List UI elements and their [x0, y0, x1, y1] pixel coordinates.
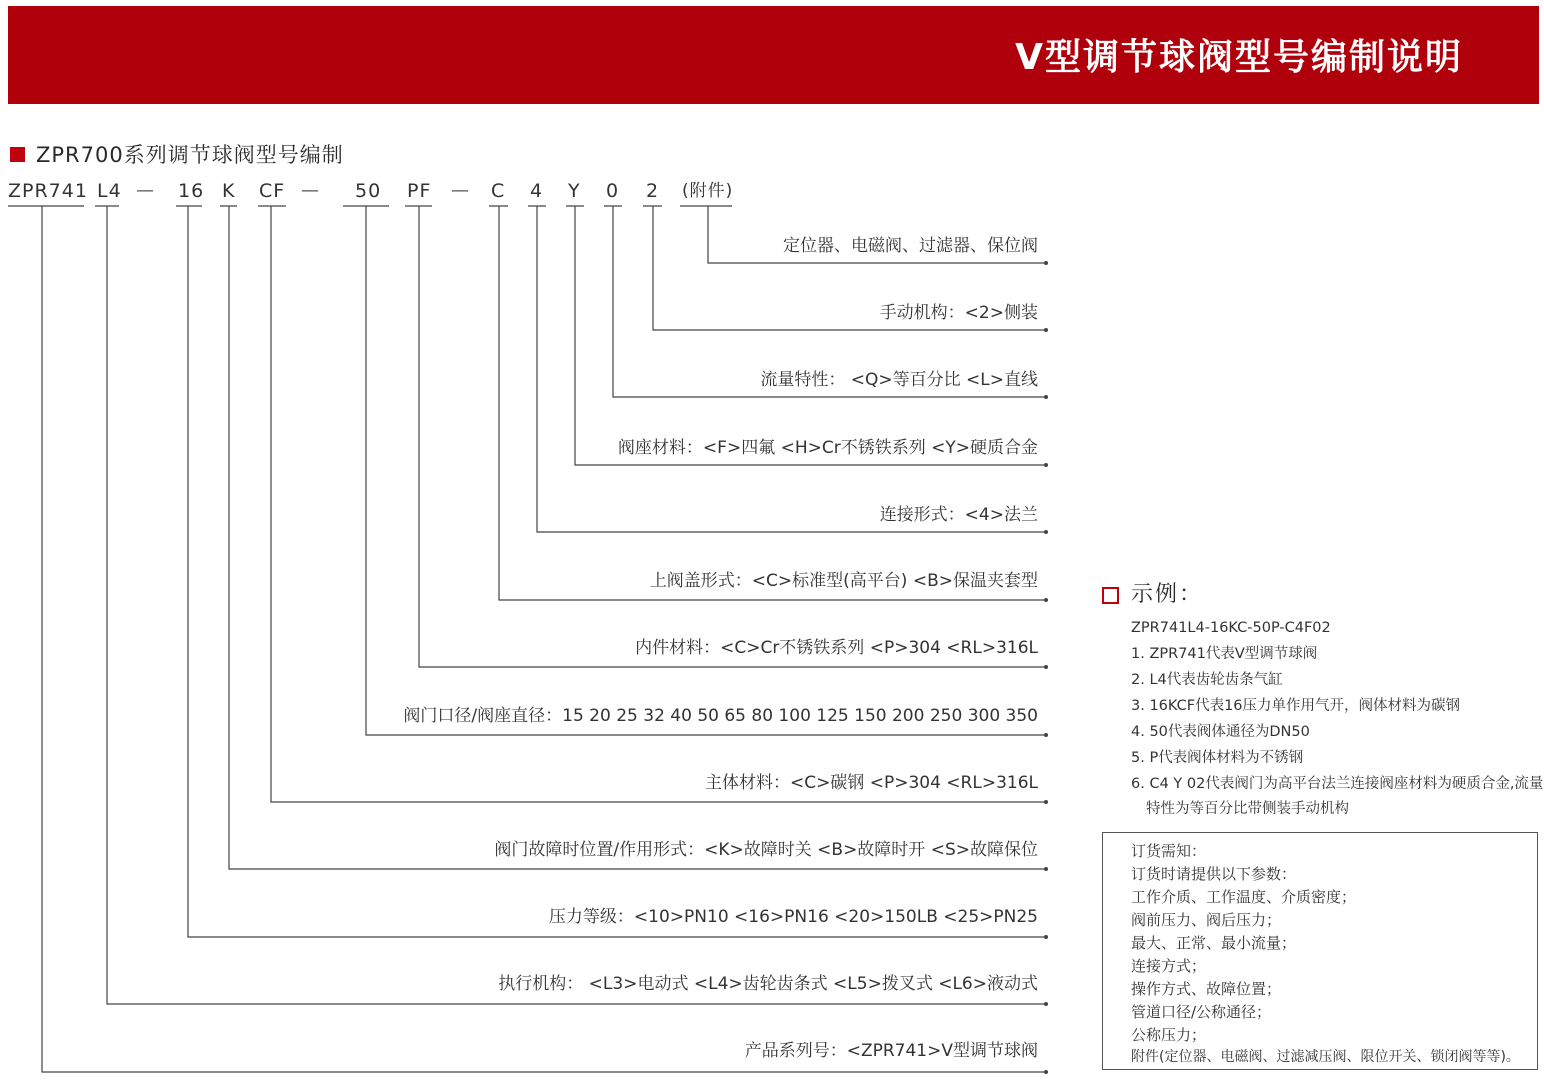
page-title: V型调节球阀型号编制说明 — [1015, 37, 1463, 78]
desc-fail-position: 阀门故障时位置/作用形式：<K>故障时关 <B>故障时开 <S>故障保位 — [494, 840, 1038, 860]
example-heading — [1100, 580, 1300, 612]
code-part-bonnet: C — [491, 180, 506, 202]
example-item: 6. C4 Y 02代表阀门为高平台法兰连接阀座材料为硬质合金,流量 — [1131, 776, 1544, 792]
desc-flow-characteristic: 流量特性： <Q>等百分比 <L>直线 — [760, 370, 1038, 390]
example-item: 5. P代表阀体材料为不锈钢 — [1131, 750, 1304, 766]
desc-manual-operator: 手动机构：<2>侧装 — [879, 303, 1038, 323]
code-part-fail-position: K — [222, 180, 236, 202]
code-part-actuator: L4 — [97, 180, 122, 202]
code-part-series: ZPR741 — [8, 180, 88, 202]
connector-end-dot — [1044, 867, 1048, 871]
code-part-accessories: (附件) — [682, 181, 734, 201]
example-item: 4. 50代表阀体通径为DN50 — [1131, 724, 1310, 740]
connector-end-dot — [1044, 1070, 1048, 1074]
example-title: 示例： — [1131, 582, 1204, 607]
notice-line: 阀前压力、阀后压力； — [1131, 911, 1282, 929]
notice-line: 公称压力； — [1131, 1026, 1207, 1044]
connector-end-dot — [1044, 665, 1048, 669]
code-part-size: 50 — [355, 180, 382, 202]
notice-line: 订货时请提供以下参数： — [1131, 865, 1297, 883]
notice-line: 订货需知： — [1131, 842, 1207, 860]
code-separator: — — [301, 180, 319, 201]
notice-line: 最大、正常、最小流量； — [1131, 934, 1297, 952]
connector-end-dot — [1044, 800, 1048, 804]
order-notice-box — [1102, 832, 1538, 1070]
notice-line: 工作介质、工作温度、介质密度； — [1131, 888, 1357, 906]
desc-body-material: 主体材料：<C>碳钢 <P>304 <RL>316L — [704, 773, 1038, 793]
example-code: ZPR741L4-16KC-50P-C4F02 — [1131, 620, 1331, 636]
desc-trim-material: 内件材料：<C>Cr不锈铁系列 <P>304 <RL>316L — [635, 638, 1038, 658]
connector-end-dot — [1044, 935, 1048, 939]
code-part-connection: 4 — [530, 180, 544, 202]
desc-connection: 连接形式：<4>法兰 — [879, 505, 1038, 525]
desc-accessories: 定位器、电磁阀、过滤器、保位阀 — [783, 236, 1038, 256]
connector-actuator — [107, 206, 1046, 1004]
connector-end-dot — [1044, 733, 1048, 737]
notice-line: 操作方式、故障位置； — [1131, 980, 1282, 998]
connector-bonnet — [499, 206, 1046, 600]
code-part-pressure: 16 — [178, 180, 205, 202]
connector-end-dot — [1044, 530, 1048, 534]
example-item: 特性为等百分比带侧装手动机构 — [1146, 801, 1349, 817]
example-item: 3. 16KCF代表16压力单作用气开，阀体材料为碳钢 — [1131, 698, 1461, 714]
connector-end-dot — [1044, 598, 1048, 602]
connector-end-dot — [1044, 328, 1048, 332]
connector-end-dot — [1044, 463, 1048, 467]
desc-size: 阀门口径/阀座直径：15 20 25 32 40 50 65 80 100 125 150 200 250 300 350 — [403, 706, 1038, 726]
notice-line: 附件(定位器、电磁阀、过滤减压阀、限位开关、锁闭阀等等)。 — [1131, 1049, 1520, 1065]
desc-bonnet: 上阀盖形式：<C>标准型(高平台) <B>保温夹套型 — [649, 571, 1038, 591]
example-item: 1. ZPR741代表V型调节球阀 — [1131, 646, 1318, 662]
desc-series: 产品系列号：<ZPR741>V型调节球阀 — [744, 1041, 1038, 1061]
code-separator: — — [451, 180, 469, 201]
section-title: ZPR700系列调节球阀型号编制 — [36, 143, 344, 167]
desc-pressure-rating: 压力等级：<10>PN10 <16>PN16 <20>150LB <25>PN25 — [548, 907, 1038, 927]
code-separator: — — [136, 180, 154, 201]
desc-actuator: 执行机构： <L3>电动式 <L4>齿轮齿条式 <L5>拨叉式 <L6>液动式 — [498, 974, 1038, 994]
code-part-flow-characteristic: 0 — [606, 180, 620, 202]
example-item: 2. L4代表齿轮齿条气缸 — [1131, 672, 1283, 688]
hollow-square-icon — [1102, 587, 1119, 604]
code-part-manual-operator: 2 — [646, 180, 660, 202]
notice-line: 连接方式； — [1131, 957, 1207, 975]
connector-end-dot — [1044, 1002, 1048, 1006]
desc-seat-material: 阀座材料：<F>四氟 <H>Cr不锈铁系列 <Y>硬质合金 — [617, 438, 1038, 458]
code-part-trim: PF — [407, 180, 432, 202]
connector-end-dot — [1044, 261, 1048, 265]
connector-end-dot — [1044, 395, 1048, 399]
code-part-body-material: CF — [259, 180, 286, 202]
notice-line: 管道口径/公称通径； — [1131, 1003, 1272, 1021]
code-part-seat: Y — [568, 180, 581, 202]
